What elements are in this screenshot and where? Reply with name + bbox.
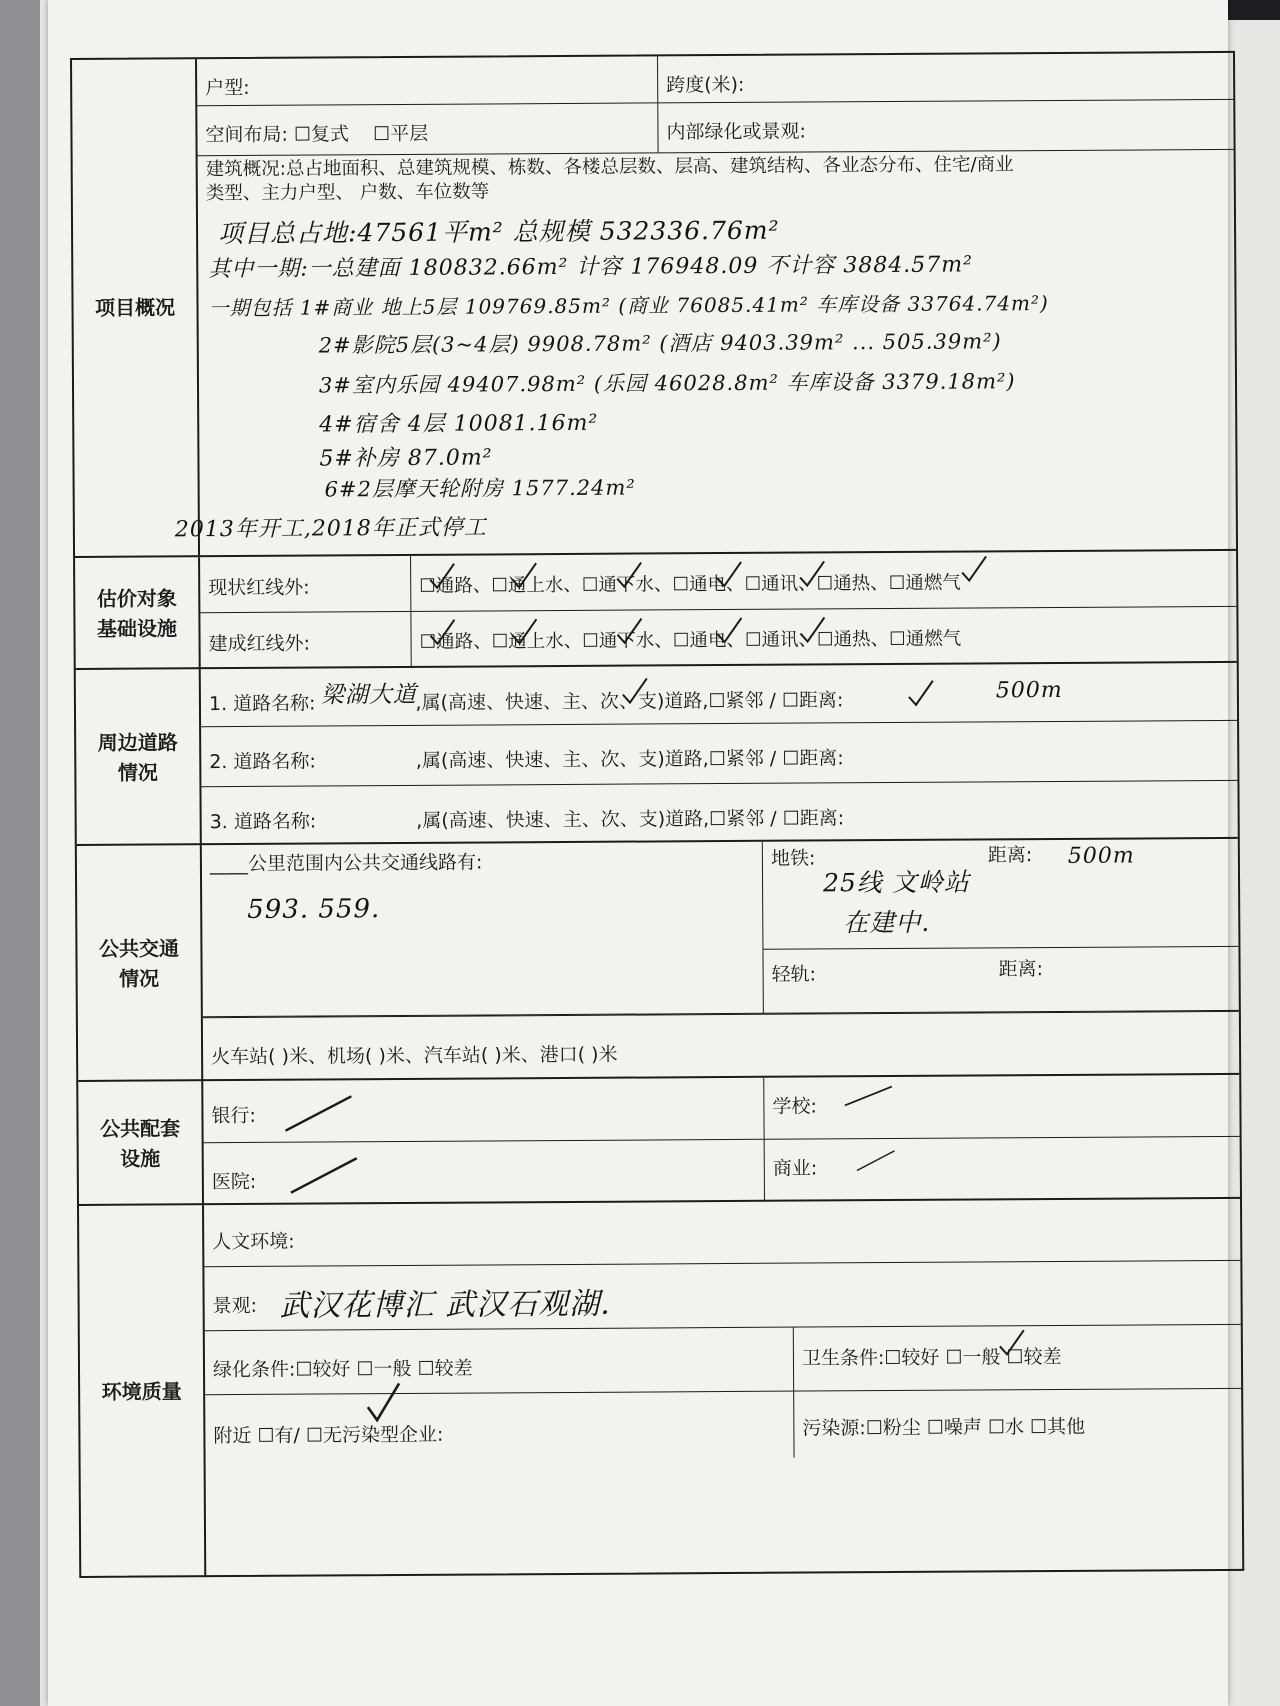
row-unit-type — [197, 53, 1233, 106]
section-public-transport — [77, 837, 1239, 1082]
check-mark-icon — [510, 617, 536, 647]
dark-corner — [1225, 0, 1280, 20]
transport-label-line-2: 情况 — [119, 966, 160, 991]
pollution-source-options[interactable]: 污染源:☐粉尘 ☐噪声 ☐水 ☐其他 — [802, 1415, 1086, 1440]
row-greening-hygiene — [205, 1325, 1241, 1395]
section-label-roads — [76, 669, 202, 846]
row-bank-school — [203, 1075, 1239, 1143]
greening-condition-options[interactable]: 绿化条件:☐较好 ☐一般 ☐较差 — [212, 1357, 473, 1382]
metro-distance-label: 距离: — [987, 844, 1033, 867]
metro-line-handwriting: 25线 文岭站 — [822, 867, 970, 898]
current-redline-options[interactable]: ☐通路、☐通上水、☐通下水、☐通电、☐通讯、☐通热、☐通燃气 — [419, 572, 961, 597]
section-environment — [79, 1197, 1242, 1578]
hospital-label: 医院: — [211, 1170, 257, 1194]
row-hospital-commerce — [204, 1137, 1240, 1205]
light-rail-distance-label: 距离: — [998, 958, 1044, 981]
current-redline-label: 现状红线外: — [208, 576, 310, 600]
slash-mark-icon — [283, 1092, 353, 1132]
metro-distance-handwriting: 500m — [1067, 843, 1135, 869]
overview-line-1: 建筑概况:总占地面积、总建筑规模、栋数、各楼总层数、层高、建筑结构、各业态分布、住宅/商业 — [205, 154, 1014, 181]
built-redline-label: 建成红线外: — [208, 632, 311, 656]
unit-type-label: 户型: — [205, 76, 250, 100]
slash-mark-icon — [856, 1145, 896, 1175]
infra-label-line-1: 估价对象 — [96, 586, 177, 611]
section-label-environment: 环境质量 — [79, 1205, 206, 1578]
road-1-label: 1. 道路名称: — [208, 692, 316, 716]
row-transit — [202, 839, 1239, 1017]
check-mark-icon — [621, 676, 647, 706]
section-label-infrastructure — [75, 557, 201, 670]
row-current-redline — [200, 551, 1236, 613]
road-1-type[interactable]: ,属(高速、快速、主、次、支)道路,☐紧邻 / ☐距离: — [415, 689, 844, 714]
transport-label-line-1: 公共交通 — [98, 936, 180, 961]
section-public-facilities — [78, 1073, 1240, 1206]
nearby-pollution-enterprise[interactable]: 附近 ☐有/ ☐无污染型企业: — [213, 1423, 444, 1448]
layout-option-flat[interactable]: ☐平层 — [373, 122, 429, 146]
survey-form — [70, 51, 1244, 1578]
hygiene-condition-options[interactable]: 卫生条件:☐较好 ☐一般 ☐较差 — [801, 1345, 1062, 1370]
slash-mark-icon — [843, 1083, 893, 1113]
slash-mark-icon — [289, 1154, 359, 1194]
section-label-project-overview: 项目概况 — [72, 59, 200, 556]
row-road-1 — [201, 663, 1237, 727]
handwriting-line-7: 5#补房 87.0m² — [319, 445, 493, 472]
check-mark-icon — [907, 679, 933, 709]
handwriting-line-4: 2#影院5层(3~4层) 9908.78m² (酒店 9403.39m² ... 505.39m²) — [318, 329, 1002, 358]
humanities-label: 人文环境: — [212, 1230, 295, 1254]
roads-label-line-2: 情况 — [117, 760, 158, 785]
check-mark-icon — [715, 560, 741, 590]
section-project-overview — [72, 53, 1236, 556]
row-pollution — [205, 1389, 1242, 1577]
handwriting-line-8: 6#2层摩天轮附房 1577.24m² — [324, 475, 636, 502]
row-layout — [197, 100, 1233, 156]
bus-lines-handwriting: 593. 559. — [247, 894, 381, 925]
metro-status-handwriting: 在建中. — [843, 907, 931, 938]
handwriting-line-2: 其中一期:一总建面 180832.66m² 计容 176948.09 不计容 3884.57m² — [208, 252, 974, 283]
handwriting-line-6: 4#宿舍 4层 10081.16m² — [319, 410, 599, 438]
handwriting-line-5: 3#室内乐园 49407.98m² (乐园 46028.8m² 车库设备 3379.18m²) — [318, 369, 1016, 398]
road-1-distance-handwriting: 500m — [995, 677, 1063, 704]
facilities-label-line-2: 设施 — [120, 1146, 161, 1171]
span-label: 跨度(米): — [666, 73, 745, 97]
landscape-handwriting: 武汉花博汇 武汉石观湖. — [279, 1286, 611, 1324]
commerce-label: 商业: — [772, 1157, 818, 1180]
handwriting-line-9: 2013年开工,2018年正式停工 — [174, 515, 487, 543]
road-1-name-handwriting: 梁湖大道 — [320, 681, 417, 709]
row-stations — [203, 1011, 1239, 1081]
metro-label: 地铁: — [770, 847, 816, 870]
layout-label: 空间布局: — [205, 123, 288, 147]
bus-lines-label: ____公里范围内公共交通线路有: — [209, 851, 483, 876]
row-road-3 — [201, 781, 1237, 845]
row-building-overview — [174, 150, 1236, 555]
row-road-2 — [201, 721, 1237, 787]
bank-label: 银行: — [211, 1104, 256, 1128]
check-mark-icon — [960, 554, 986, 584]
roads-label-line-1: 周边道路 — [97, 730, 178, 755]
stations-distances[interactable]: 火车站( )米、机场( )米、汽车站( )米、港口( )米 — [211, 1043, 618, 1069]
handwriting-line-1: 项目总占地:47561平m² 总规模 532336.76m² — [217, 215, 780, 249]
school-label: 学校: — [772, 1095, 817, 1118]
road-3-label: 3. 道路名称: — [209, 810, 317, 834]
row-built-redline — [200, 607, 1236, 669]
greening-label: 内部绿化或景观: — [666, 120, 806, 144]
check-mark-icon — [615, 561, 641, 591]
road-3-type[interactable]: ,属(高速、快速、主、次、支)道路,☐紧邻 / ☐距离: — [416, 807, 845, 832]
handwriting-line-3: 一期包括 1#商业 地上5层 109769.85m² (商业 76085.41m² 车库设备 33764.74m²) — [208, 291, 1049, 321]
landscape-label: 景观: — [212, 1294, 258, 1318]
light-rail-label: 轻轨: — [771, 963, 817, 986]
road-2-label: 2. 道路名称: — [209, 750, 316, 774]
built-redline-options[interactable]: ☐通路、☐通上水、☐通下水、☐通电、☐通讯、☐通热、☐通燃气 — [419, 628, 962, 653]
check-mark-icon — [798, 615, 824, 645]
check-mark-icon — [428, 618, 454, 648]
check-mark-icon — [998, 1328, 1024, 1358]
section-label-transport — [77, 845, 203, 1082]
check-mark-icon — [715, 616, 741, 646]
row-humanities — [204, 1199, 1240, 1267]
check-mark-icon — [510, 561, 536, 591]
check-mark-icon — [798, 559, 824, 589]
layout-option-duplex[interactable]: ☐复式 — [293, 123, 350, 146]
check-mark-icon — [615, 617, 641, 647]
road-2-type[interactable]: ,属(高速、快速、主、次、支)道路,☐紧邻 / ☐距离: — [415, 747, 844, 772]
check-mark-icon — [365, 1378, 399, 1428]
section-infrastructure — [75, 549, 1237, 670]
section-label-facilities — [78, 1081, 204, 1206]
infra-label-line-2: 基础设施 — [96, 616, 178, 641]
section-surrounding-roads — [76, 661, 1238, 846]
facilities-label-line-1: 公共配套 — [99, 1116, 181, 1141]
check-mark-icon — [428, 562, 454, 592]
row-landscape — [204, 1261, 1240, 1331]
overview-line-2: 类型、主力户型、 户数、车位数等 — [205, 181, 490, 205]
